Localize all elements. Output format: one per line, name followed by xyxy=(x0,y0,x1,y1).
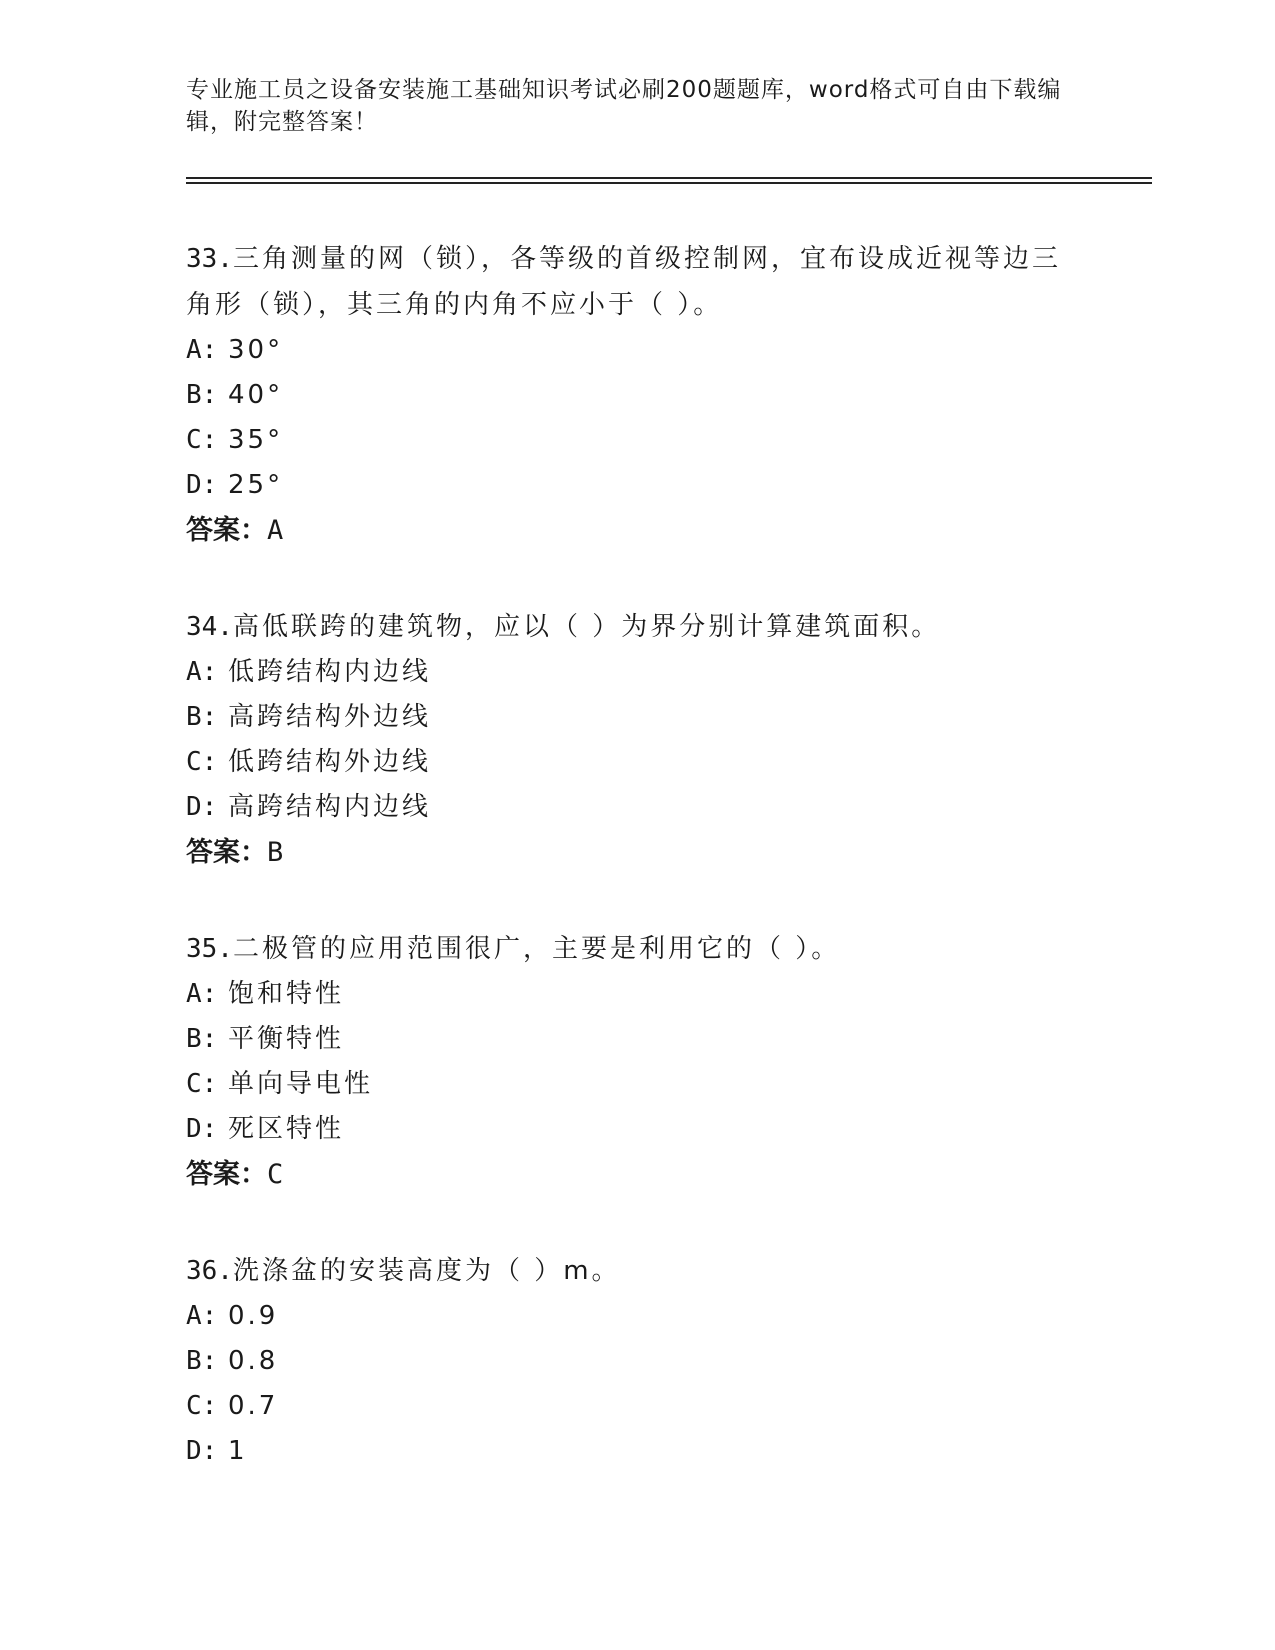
question-34 xyxy=(186,604,1086,876)
option-c xyxy=(186,740,1086,785)
question-text: 二极管的应用范围很广，主要是利用它的（ ）。 xyxy=(232,934,841,964)
option-text: 0.7 xyxy=(228,1391,279,1421)
option-letter: D: xyxy=(186,792,218,822)
option-text: 平衡特性 xyxy=(228,1024,345,1054)
option-text: 饱和特性 xyxy=(228,979,345,1009)
option-c xyxy=(186,1062,1086,1107)
answer-value: B xyxy=(267,837,284,868)
option-letter: C: xyxy=(186,747,218,777)
option-text: 35° xyxy=(228,425,284,455)
question-number: 35. xyxy=(186,934,233,964)
header-divider-bottom xyxy=(186,182,1152,184)
option-a xyxy=(186,1294,1086,1339)
question-33 xyxy=(186,236,1086,554)
question-stem xyxy=(186,236,1086,328)
option-letter: D: xyxy=(186,470,218,500)
option-a xyxy=(186,650,1086,695)
option-text: 低跨结构内边线 xyxy=(228,657,432,687)
answer-line xyxy=(186,830,1086,876)
option-text: 25° xyxy=(228,470,284,500)
question-text: 高低联跨的建筑物，应以（ ）为界分别计算建筑面积。 xyxy=(232,612,941,642)
option-text: 高跨结构外边线 xyxy=(228,702,432,732)
question-text: 三角测量的网（锁），各等级的首级控制网，宜布设成近视等边三角形（锁），其三角的内角不应小于（ ）。 xyxy=(186,244,1061,320)
option-text: 0.9 xyxy=(228,1301,279,1331)
question-number: 33. xyxy=(186,244,233,274)
option-letter: D: xyxy=(186,1436,218,1466)
question-text: 洗涤盆的安装高度为（ ）m。 xyxy=(232,1256,621,1286)
header-divider-top xyxy=(186,177,1152,179)
answer-label: 答案： xyxy=(186,837,267,868)
answer-value: A xyxy=(267,515,284,546)
option-d xyxy=(186,463,1086,508)
option-letter: B: xyxy=(186,1346,218,1376)
option-letter: A: xyxy=(186,335,218,365)
option-text: 死区特性 xyxy=(228,1114,345,1144)
option-letter: A: xyxy=(186,657,218,687)
option-letter: C: xyxy=(186,425,218,455)
question-list xyxy=(186,236,1086,1524)
option-letter: B: xyxy=(186,702,218,732)
option-text: 单向导电性 xyxy=(228,1069,374,1099)
option-text: 40° xyxy=(228,380,284,410)
question-36 xyxy=(186,1248,1086,1474)
option-c xyxy=(186,1384,1086,1429)
question-number: 36. xyxy=(186,1256,233,1286)
option-letter: B: xyxy=(186,1024,218,1054)
option-b xyxy=(186,1017,1086,1062)
option-a xyxy=(186,972,1086,1017)
question-number: 34. xyxy=(186,612,233,642)
option-d xyxy=(186,1107,1086,1152)
question-stem xyxy=(186,926,1086,972)
option-b xyxy=(186,1339,1086,1384)
answer-label: 答案： xyxy=(186,515,267,546)
option-letter: A: xyxy=(186,979,218,1009)
option-letter: D: xyxy=(186,1114,218,1144)
option-text: 30° xyxy=(228,335,284,365)
option-letter: A: xyxy=(186,1301,218,1331)
option-a xyxy=(186,328,1086,373)
answer-line xyxy=(186,508,1086,554)
question-35 xyxy=(186,926,1086,1198)
option-d xyxy=(186,785,1086,830)
answer-label: 答案： xyxy=(186,1159,267,1190)
option-c xyxy=(186,418,1086,463)
option-letter: C: xyxy=(186,1391,218,1421)
option-b xyxy=(186,373,1086,418)
answer-value: C xyxy=(267,1159,284,1190)
option-b xyxy=(186,695,1086,740)
option-text: 0.8 xyxy=(228,1346,279,1376)
option-text: 高跨结构内边线 xyxy=(228,792,432,822)
option-letter: B: xyxy=(186,380,218,410)
option-letter: C: xyxy=(186,1069,218,1099)
document-header: 专业施工员之设备安装施工基础知识考试必刷200题题库，word格式可自由下载编辑，附完整答案！ xyxy=(186,77,1062,135)
question-stem xyxy=(186,1248,1086,1294)
question-stem xyxy=(186,604,1086,650)
option-text: 1 xyxy=(228,1436,248,1466)
answer-line xyxy=(186,1152,1086,1198)
option-text: 低跨结构外边线 xyxy=(228,747,432,777)
option-d xyxy=(186,1429,1086,1474)
